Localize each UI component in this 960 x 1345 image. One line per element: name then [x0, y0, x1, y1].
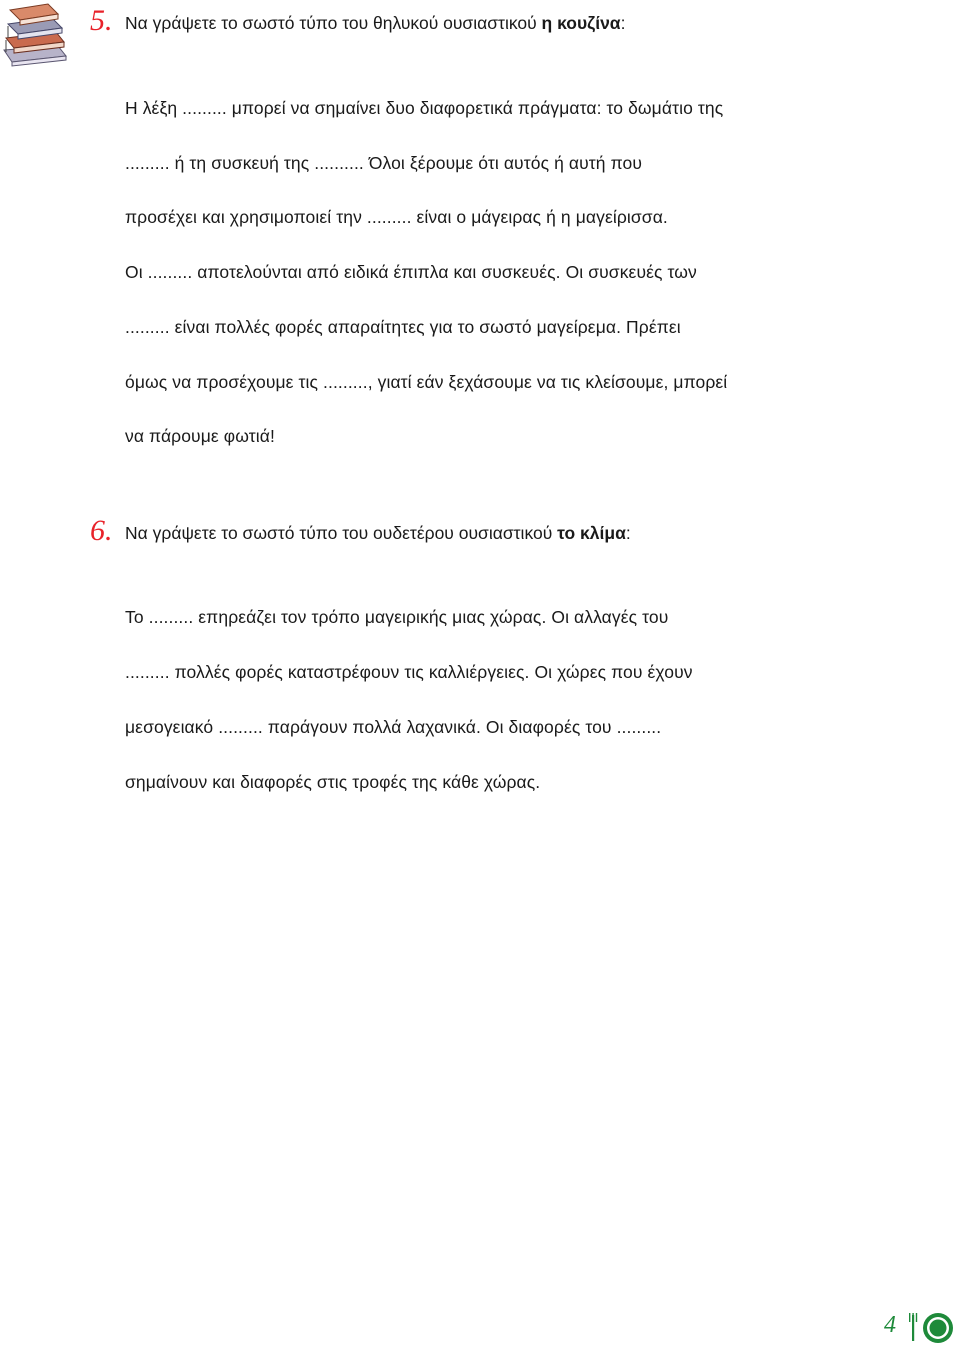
page-number: 4: [884, 1312, 896, 1338]
exercise-5-line-3: προσέχει και χρησιμοποιεί την ......... είναι ο μάγειρας ή η μαγείρισσα.: [125, 207, 668, 227]
exercise-5-line-5: ......... είναι πολλές φορές απαραίτητες για το σωστό μαγείρεμα. Πρέπει: [125, 317, 681, 337]
exercise-6-number: 6.: [90, 514, 113, 547]
exercise-5-line-1: Η λέξη ......... μπορεί να σημαίνει δυο διαφορετικά πράγματα: το δωμάτιο της: [125, 98, 724, 118]
books-icon: [0, 0, 80, 68]
exercise-6-line-2: ......... πολλές φορές καταστρέφουν τις καλλιέργειες. Οι χώρες που έχουν: [125, 662, 693, 682]
exercise-5-target-word: η κουζίνα: [541, 13, 621, 33]
exercise-5-line-2: ......... ή τη συσκευή της .......... Όλοι ξέρουμε ότι αυτός ή αυτή που: [125, 153, 642, 173]
exercise-6-target-word: το κλίμα: [557, 523, 626, 543]
exercise-6-line-4: σημαίνουν και διαφορές στις τροφές της κάθε χώρας.: [125, 772, 541, 792]
plate-icon: [906, 1307, 960, 1345]
exercise-6-instruction-text: Να γράψετε το σωστό τύπο του ουδετέρου ουσιαστικού: [125, 523, 558, 543]
exercise-6-line-3: μεσογειακό ......... παράγουν πολλά λαχανικά. Οι διαφορές του .........: [125, 717, 662, 737]
exercise-5-instruction: [125, 15, 625, 33]
exercise-5-instruction-colon: :: [620, 13, 626, 33]
exercise-6-instruction-colon: :: [625, 523, 631, 543]
exercise-5-instruction-text: Να γράψετε το σωστό τύπο του θηλυκού ουσιαστικού: [125, 13, 542, 33]
exercise-6-line-1: Το ......... επηρεάζει τον τρόπο μαγειρικής μιας χώρας. Οι αλλαγές του: [125, 607, 669, 627]
exercise-5-line-7: να πάρουμε φωτιά!: [125, 426, 275, 446]
exercise-6-instruction: [125, 525, 631, 543]
exercise-5-line-4: Οι ......... αποτελούνται από ειδικά έπιπλα και συσκευές. Οι συσκευές των: [125, 262, 697, 282]
exercise-5-line-6: όμως να προσέχουμε τις ........., γιατί εάν ξεχάσουμε να τις κλείσουμε, μπορεί: [125, 372, 728, 392]
exercise-5-number: 5.: [90, 4, 113, 37]
